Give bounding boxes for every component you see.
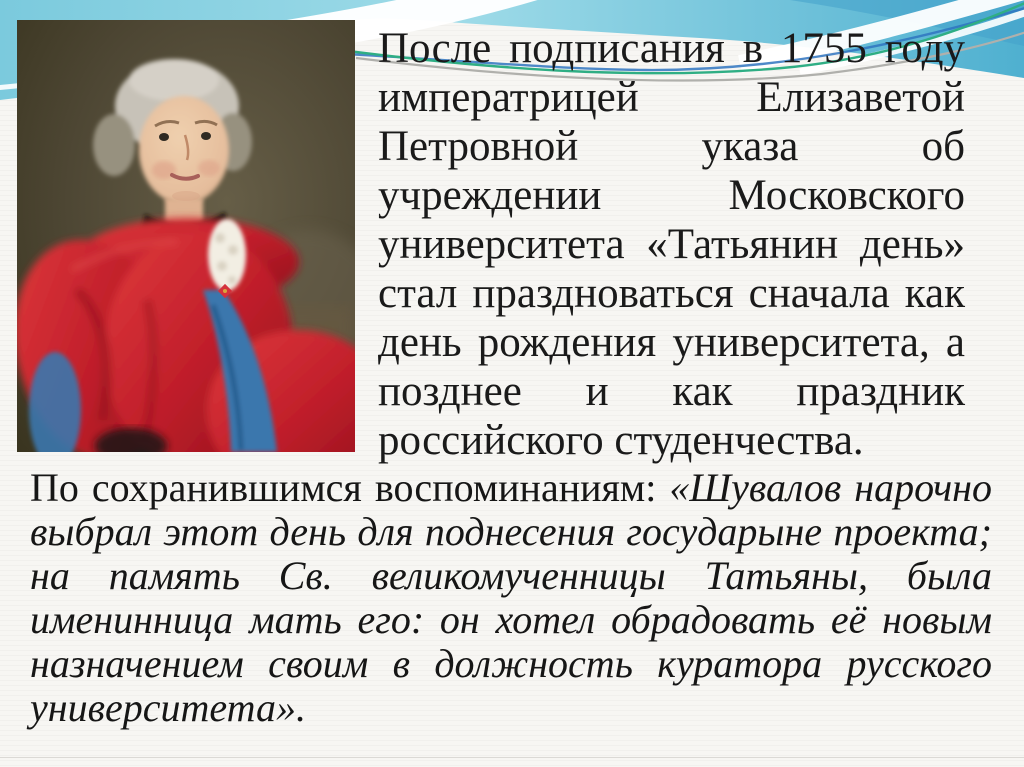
text-line: российского студенчества. (378, 417, 864, 464)
text-line: назначением своим в должность куратора русского (30, 641, 992, 686)
quote-first-line (30, 466, 992, 510)
text-line: императрицей Елизаветой (378, 74, 965, 121)
text-line: После подписания в 1755 году (378, 25, 965, 72)
text-line: Петровной указа об (378, 123, 965, 170)
text-line: университета «Татьянин день» (378, 221, 965, 268)
text-line: учреждении Московского (378, 172, 965, 219)
text-line: день рождения университета, а (378, 319, 965, 366)
quote-body (30, 510, 992, 730)
portrait-jabot-lace (208, 219, 246, 291)
text-line: университета». (30, 685, 306, 730)
text-line: позднее и как праздник (378, 368, 965, 415)
main-paragraph (378, 24, 965, 465)
quote-intro: По сохранившимся воспоминаниям: (30, 465, 670, 510)
quote-paragraph (30, 466, 992, 730)
text-line: стал праздноваться сначала как (378, 270, 965, 317)
text-line: выбрал этот день для поднесения государыне проекта; (30, 509, 992, 554)
quote-start: «Шувалов нарочно (669, 465, 992, 510)
slide-bottom-edge (0, 757, 1024, 758)
portrait-image (17, 20, 355, 452)
text-line: на память Св. великомученницы Татьяны, была (30, 553, 992, 598)
text-line: именинница мать его: он хотел обрадовать её новым (30, 597, 992, 642)
